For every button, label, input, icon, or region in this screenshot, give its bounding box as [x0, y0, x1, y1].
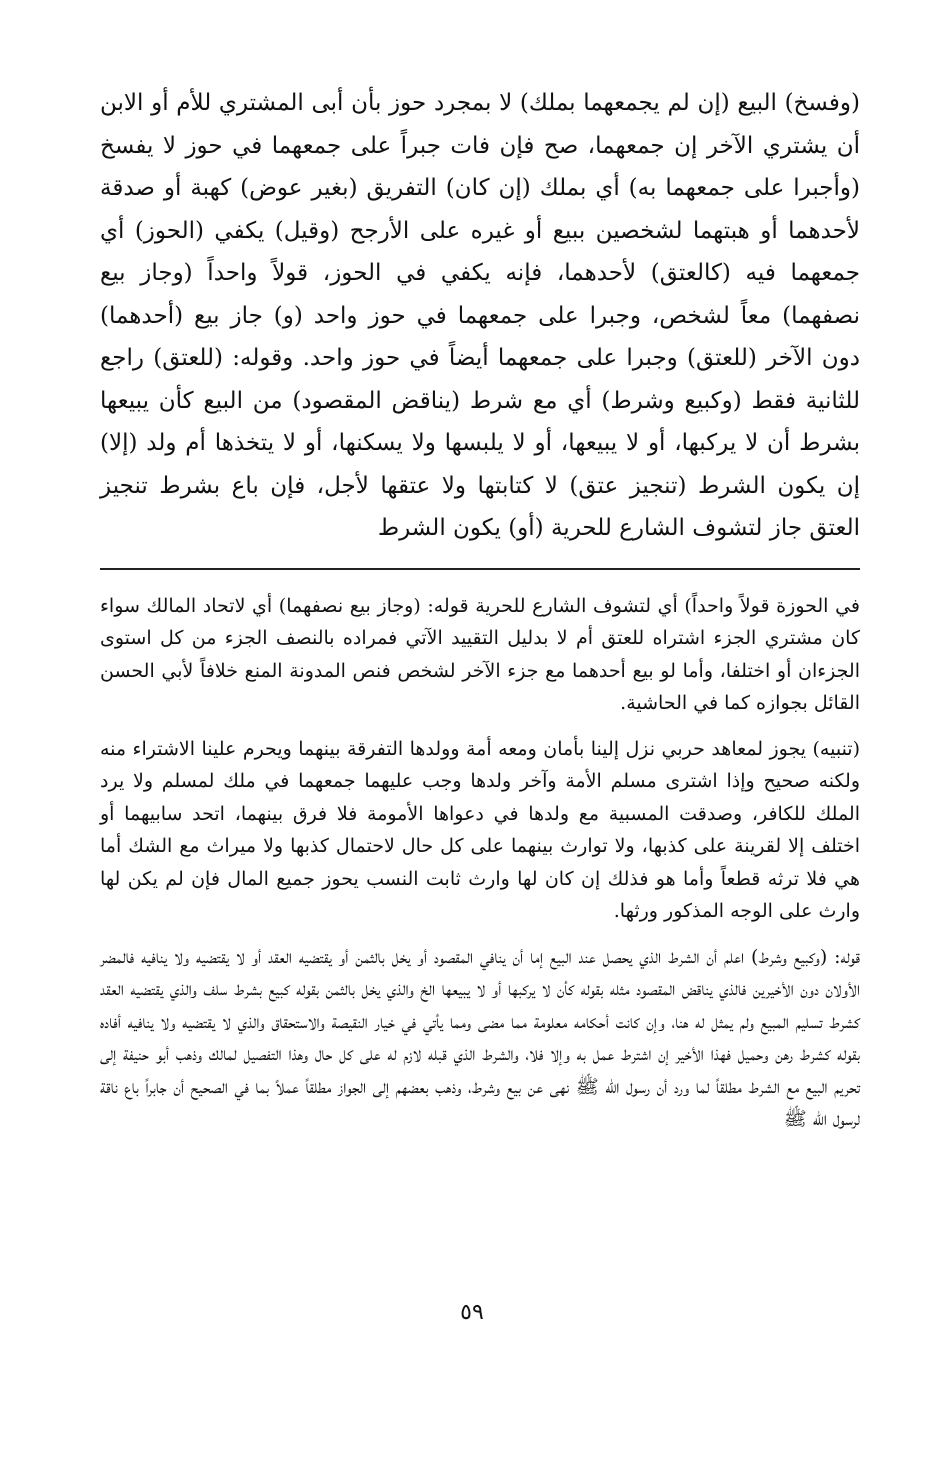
commentary-paragraph: (تنبيه) يجوز لمعاهد حربي نزل إلينا بأمان ومعه أمة وولدها التفرقة بينهما ويحرم علينا الاشتراء منه ولكنه صحيح وإذا اشترى مسلم الأمة وآخر ولدها وجب عليهما جمعهما في ملك لمسلم ولا يرد الملك للكافر، وصدقت المسبية مع ولدها في دعواها الأمومة فلا فرق بينهما، اتحد سابيهما أو اختلف إلا لقرينة على كذبها، ولا توارث بينهما على كل حال لاحتمال كذبها ولا ميراث مع الشك أما هي فلا ترثه قطعاً وأما هو فذلك إن كان لها وارث ثابت النسب يحوز جميع المال فإن لم يكن لها وارث على الوجه المذكور ورثها.	[100, 737, 860, 922]
page-number: ٥٩	[460, 1300, 484, 1325]
main-text-paragraph: (وفسخ) البيع (إن لم يجمعهما بملك) لا بمجرد حوز بأن أبى المشتري للأم أو الابن أن يشتري الآخر إن جمعهما، صح فإن فات جبراً على جمعهما في حوز لا يفسخ (وأجبرا على جمعهما به) أي بملك (إن كان) التفريق (بغير عوض) كهبة أو صدقة لأحدهما أو هبتهما لشخصين ببيع أو غيره على الأرجح (وقيل) يكفي (الحوز) أي جمعهما فيه (كالعتق) لأحدهما، فإنه يكفي في الحوز، قولاً واحداً (وجاز بيع نصفهما) معاً لشخص، وجبرا على جمعهما في حوز واحد (و) جاز بيع (أحدهما) دون الآخر (للعتق) وجبرا على جمعهما أيضاً في حوز واحد. وقوله: (للعتق) راجع للثانية فقط (وكبيع وشرط) أي مع شرط (يناقض المقصود) من البيع كأن يبيعها بشرط أن لا يركبها، أو لا يبيعها، أو لا يلبسها ولا يسكنها، أو لا يتخذها أم ولد (إلا) إن يكون الشرط (تنجيز عتق) لا كتابتها ولا عتقها لأجل، فإن باع بشرط تنجيز العتق جاز لتشوف الشارع للحرية (أو) يكون الشرط	[100, 90, 860, 541]
commentary-paragraph: في الحوزة قولاً واحداً) أي لتشوف الشارع للحرية قوله: (وجاز بيع نصفهما) أي لاتحاد المالك سواء كان مشتري الجزء اشتراه للعتق أم لا بدليل التقييد الآتي فمراده بالنصف الجزء من كل استوى الجزءان أو اختلفا، وأما لو بيع أحدهما مع جزء الآخر لشخص فنص المدونة المنع خلافاً لأبي الحسن القائل بجوازه كما في الحاشية.	[100, 594, 860, 714]
commentary	[100, 590, 860, 1136]
commentary-paragraph: قوله: (وكبيع وشرط) اعلم أن الشرط الذي يحصل عند البيع إما أن ينافي المقصود أو يخل بالثمن أو يقتضيه العقد أو لا يقتضيه ولا ينافيه فالمضر الأولان دون الأخيرين فالذي يناقض المقصود مثله بقوله كأن لا يركبها أو لا يبيعها الخ والذي يخل بالثمن بقوله كبيع بشرط سلف والذي يقتضيه العقد كشرط تسليم المبيع ولم يمثل له هنا، وإن كانت أحكامه معلومة مما مضى ومما يأتي في خيار النقيصة والاستحقاق والذي لا يقتضيه ولا ينافيه أفاده بقوله كشرط رهن وحميل فهذا الأخير إن اشترط عمل به وإلا فلا، والشرط الذي قبله لازم له على كل حال وهذا التفصيل لمالك وذهب أبو حنيفة إلى تحريم البيع مع الشرط مطلقاً لما ورد أن رسول الله ﷺ نهى عن بيع وشرط، وذهب بعضهم إلى الجواز مطلقاً عملاً بما في الصحيح أن جابراً باع ناقة لرسول الله ﷺ	[100, 945, 860, 1130]
main-text	[100, 82, 860, 550]
footnote-divider	[100, 568, 860, 570]
page-content	[100, 82, 860, 1149]
